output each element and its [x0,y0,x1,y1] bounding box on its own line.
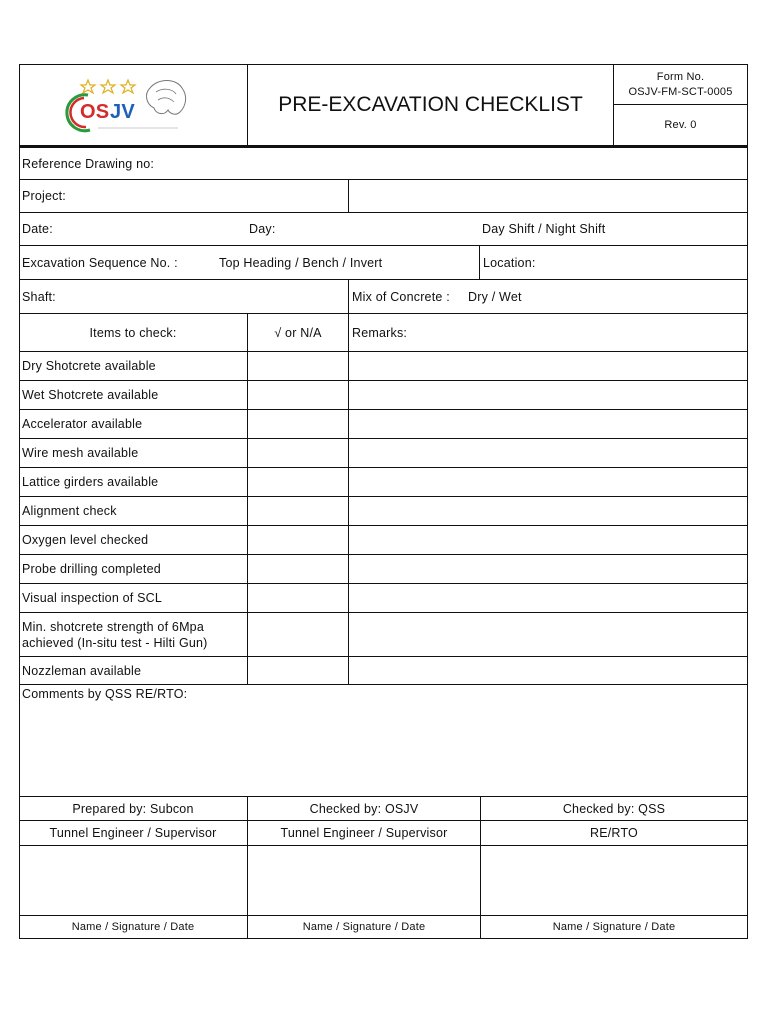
checklist-item: Accelerator available [22,417,143,431]
remarks-cell[interactable] [348,526,747,554]
check-cell[interactable] [247,381,348,409]
remarks-cell[interactable] [348,439,747,467]
signature-header-row [19,796,747,820]
location-label: Location: [479,246,747,279]
check-cell[interactable] [247,555,348,583]
shaft-row [19,279,747,313]
form-title: PRE-EXCAVATION CHECKLIST [247,64,613,145]
remarks-cell[interactable] [348,381,747,409]
remarks-cell[interactable] [348,657,747,684]
project-row [19,179,747,212]
remarks-header: Remarks: [348,314,747,351]
checklist-item: Wire mesh available [22,446,139,460]
remarks-cell[interactable] [348,555,747,583]
excavation-sequence-row [19,245,747,279]
form-meta [613,64,747,145]
checklist-row [19,351,747,380]
excavation-sequence-label: Excavation Sequence No. : [22,255,178,270]
checklist-item: Lattice girders available [22,475,159,489]
signature-area-row [19,845,747,915]
signature-area-subcon[interactable] [19,846,247,915]
checklist-item: Min. shotcrete strength of 6Mpa achieved (In-situ test - Hilti Gun) [22,619,208,650]
checklist-row [19,380,747,409]
checklist-item: Nozzleman available [22,663,142,678]
checklist-item: Dry Shotcrete available [22,359,156,373]
logo [19,64,247,145]
signature-area-osjv[interactable] [247,846,480,915]
check-cell[interactable] [247,497,348,525]
checklist-row [19,554,747,583]
checklist-item: Probe drilling completed [22,562,161,576]
form-number-box [614,64,747,105]
checklist-item: Oxygen level checked [22,533,149,547]
check-cell[interactable] [247,439,348,467]
checklist-row [19,583,747,612]
project-label: Project: [22,189,66,203]
svg-text:OS: OS [80,100,110,123]
svg-text:JV: JV [110,100,135,123]
project-value-cell[interactable] [348,180,747,212]
mix-of-concrete-label: Mix of Concrete : [348,280,468,313]
check-cell[interactable] [247,526,348,554]
check-cell[interactable] [247,657,348,684]
checklist-row [19,496,747,525]
shift-options: Day Shift / Night Shift [482,222,606,236]
date-label: Date: [22,222,53,236]
check-cell[interactable] [247,410,348,438]
checklist-item: Wet Shotcrete available [22,388,159,402]
form-no-value: OSJV-FM-SCT-0005 [628,85,733,98]
checked-by-osjv: Checked by: OSJV [247,797,480,820]
footer-qss: Name / Signature / Date [480,916,747,938]
lion-logo-icon [58,70,208,140]
checked-by-qss: Checked by: QSS [480,797,747,820]
signature-footer-row [19,915,747,938]
comments-row [19,684,747,796]
revision-box [614,105,747,145]
sequence-options: Top Heading / Bench / Invert [219,255,383,270]
day-label: Day: [249,222,276,236]
remarks-cell[interactable] [348,497,747,525]
header-row [19,64,747,145]
checklist-item: Visual inspection of SCL [22,591,163,605]
check-cell[interactable] [247,613,348,656]
checklist-item: Alignment check [22,504,117,518]
signature-area-qss[interactable] [480,846,747,915]
items-header: Items to check: [89,325,177,340]
role-osjv: Tunnel Engineer / Supervisor [247,821,480,845]
revision: Rev. 0 [664,119,697,131]
remarks-cell[interactable] [348,468,747,496]
checklist-row [19,525,747,554]
comments-label[interactable]: Comments by QSS RE/RTO: [22,687,188,701]
role-qss: RE/RTO [480,821,747,845]
reference-drawing-label: Reference Drawing no: [22,156,155,171]
role-subcon: Tunnel Engineer / Supervisor [49,826,217,840]
check-cell[interactable] [247,584,348,612]
checklist-row [19,656,747,684]
prepared-by-subcon: Prepared by: Subcon [72,801,194,816]
footer-osjv: Name / Signature / Date [247,916,480,938]
checklist-row [19,438,747,467]
check-header: √ or N/A [247,314,348,351]
shaft-label: Shaft: [22,289,56,304]
form-no-label: Form No. [656,70,705,83]
checklist-row [19,467,747,496]
remarks-cell[interactable] [348,410,747,438]
mix-options: Dry / Wet [468,289,522,304]
checklist-row [19,612,747,656]
remarks-cell[interactable] [348,352,747,380]
check-cell[interactable] [247,352,348,380]
check-cell[interactable] [247,468,348,496]
signature-role-row [19,820,747,845]
checklist-header-row [19,313,747,351]
checklist-row [19,409,747,438]
reference-drawing-row [19,145,747,179]
remarks-cell[interactable] [348,613,747,656]
date-row [19,212,747,245]
footer-subcon: Name / Signature / Date [71,921,195,933]
remarks-cell[interactable] [348,584,747,612]
